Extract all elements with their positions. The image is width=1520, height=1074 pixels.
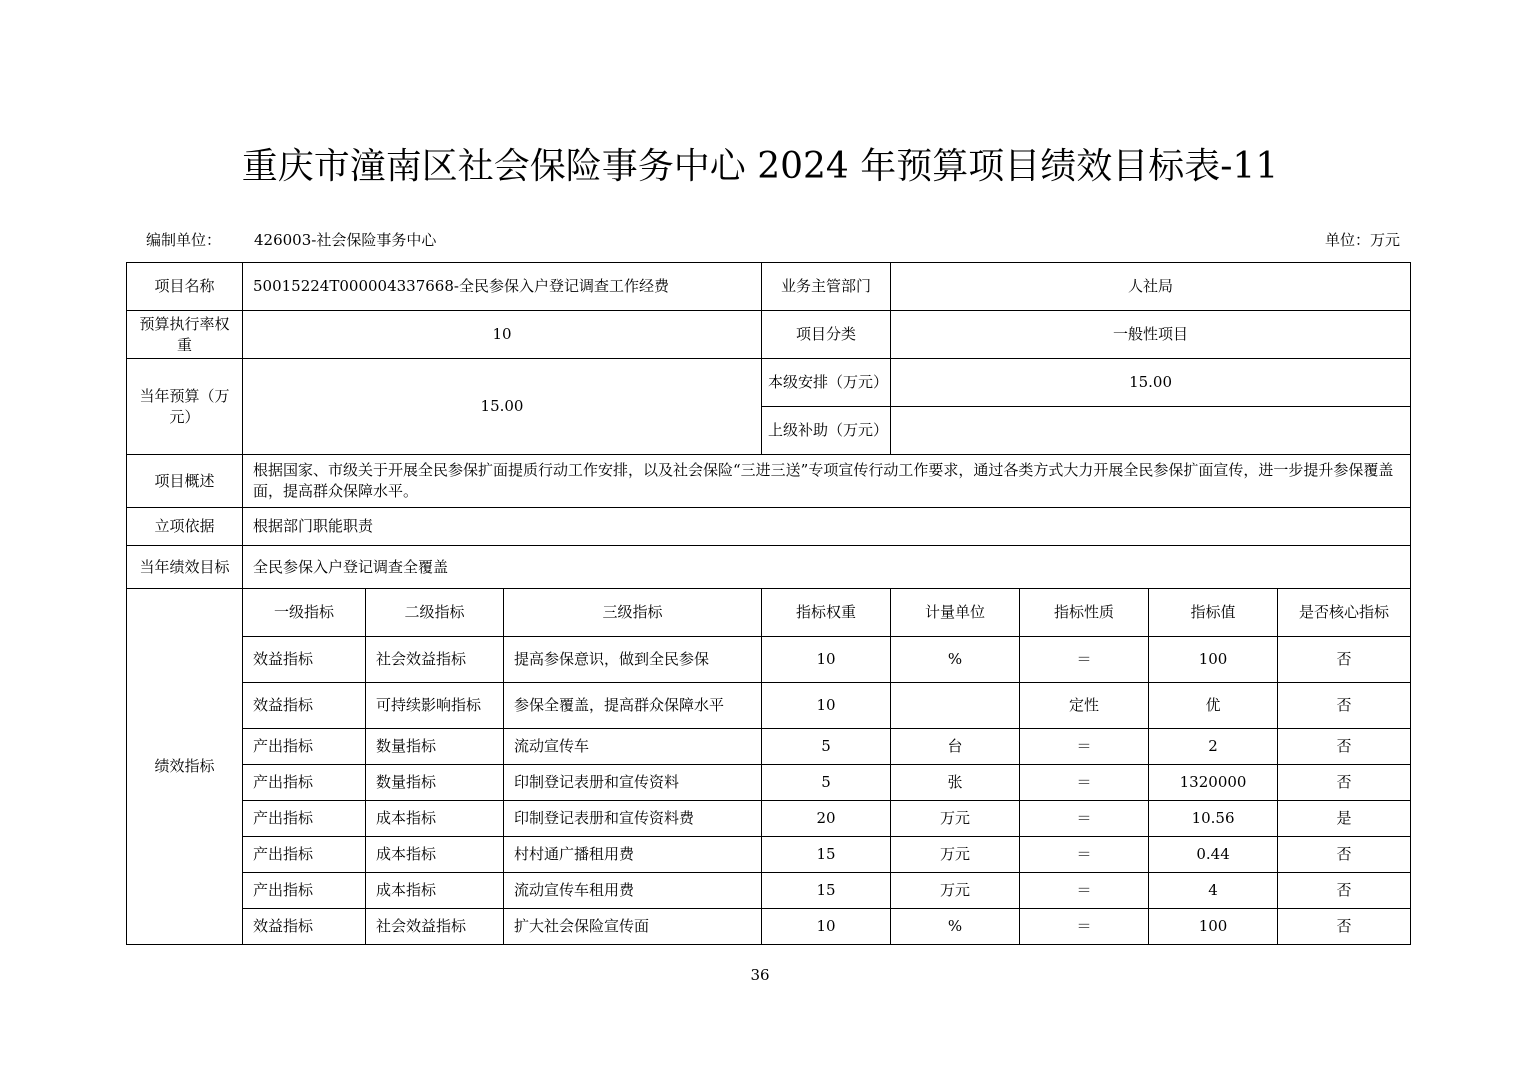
goal-value: 全民参保入户登记调查全覆盖 <box>243 546 1411 589</box>
header-level2: 二级指标 <box>366 589 504 637</box>
core-cell: 否 <box>1278 729 1411 765</box>
level1-cell: 产出指标 <box>243 801 366 837</box>
table-row <box>127 765 1411 801</box>
nature-cell: ＝ <box>1020 637 1149 683</box>
local-value: 15.00 <box>891 359 1411 407</box>
unit-cell: % <box>891 909 1020 945</box>
level3-cell: 流动宣传车租用费 <box>504 873 762 909</box>
nature-cell: ＝ <box>1020 801 1149 837</box>
level1-cell: 效益指标 <box>243 637 366 683</box>
core-cell: 否 <box>1278 909 1411 945</box>
nature-cell: ＝ <box>1020 837 1149 873</box>
unit-label: 单位：万元 <box>1324 231 1400 249</box>
nature-cell: ＝ <box>1020 873 1149 909</box>
header-unit: 计量单位 <box>891 589 1020 637</box>
level1-cell: 产出指标 <box>243 873 366 909</box>
level1-cell: 效益指标 <box>243 909 366 945</box>
weight-cell: 10 <box>762 909 891 945</box>
value-cell: 100 <box>1149 637 1278 683</box>
nature-cell: ＝ <box>1020 909 1149 945</box>
core-cell: 否 <box>1278 637 1411 683</box>
budget-value: 15.00 <box>243 359 762 455</box>
level3-cell: 扩大社会保险宣传面 <box>504 909 762 945</box>
core-cell: 否 <box>1278 765 1411 801</box>
level2-cell: 数量指标 <box>366 765 504 801</box>
org-value: 426003-社会保险事务中心 <box>254 231 437 249</box>
category-value: 一般性项目 <box>891 311 1411 359</box>
nature-cell: 定性 <box>1020 683 1149 729</box>
overview-label: 项目概述 <box>127 455 243 508</box>
value-cell: 100 <box>1149 909 1278 945</box>
basis-value: 根据部门职能职责 <box>243 508 1411 546</box>
value-cell: 10.56 <box>1149 801 1278 837</box>
unit-cell <box>891 683 1020 729</box>
table-row <box>127 873 1411 909</box>
unit-cell: % <box>891 637 1020 683</box>
overview-value: 根据国家、市级关于开展全民参保扩面提质行动工作安排，以及社会保险“三进三送”专项宣传行动工作要求，通过各类方式大力开展全民参保扩面宣传，进一步提升参保覆盖面，提高群众保障水平。 <box>243 455 1411 508</box>
unit-cell: 万元 <box>891 873 1020 909</box>
table-row <box>127 909 1411 945</box>
header-nature: 指标性质 <box>1020 589 1149 637</box>
unit-cell: 台 <box>891 729 1020 765</box>
level3-cell: 参保全覆盖，提高群众保障水平 <box>504 683 762 729</box>
level3-cell: 印制登记表册和宣传资料费 <box>504 801 762 837</box>
weight-cell: 15 <box>762 837 891 873</box>
level2-cell: 成本指标 <box>366 873 504 909</box>
value-cell: 优 <box>1149 683 1278 729</box>
weight-value: 10 <box>243 311 762 359</box>
performance-table <box>126 262 1411 945</box>
table-row <box>127 683 1411 729</box>
value-cell: 4 <box>1149 873 1278 909</box>
unit-cell: 万元 <box>891 837 1020 873</box>
level2-cell: 可持续影响指标 <box>366 683 504 729</box>
header-core: 是否核心指标 <box>1278 589 1411 637</box>
level2-cell: 成本指标 <box>366 801 504 837</box>
project-name-label: 项目名称 <box>127 263 243 311</box>
superior-value <box>891 407 1411 455</box>
unit-cell: 张 <box>891 765 1020 801</box>
weight-cell: 10 <box>762 683 891 729</box>
page-title: 重庆市潼南区社会保险事务中心 2024 年预算项目绩效目标表-11 <box>241 146 1279 187</box>
header-value: 指标值 <box>1149 589 1278 637</box>
level2-cell: 社会效益指标 <box>366 909 504 945</box>
level3-cell: 提高参保意识，做到全民参保 <box>504 637 762 683</box>
weight-cell: 20 <box>762 801 891 837</box>
value-cell: 1320000 <box>1149 765 1278 801</box>
table-row <box>127 801 1411 837</box>
level3-cell: 流动宣传车 <box>504 729 762 765</box>
level3-cell: 印制登记表册和宣传资料 <box>504 765 762 801</box>
local-label: 本级安排（万元） <box>762 359 891 407</box>
core-cell: 是 <box>1278 801 1411 837</box>
weight-cell: 10 <box>762 637 891 683</box>
value-cell: 2 <box>1149 729 1278 765</box>
org-label: 编制单位： <box>146 231 222 249</box>
dept-label: 业务主管部门 <box>762 263 891 311</box>
level2-cell: 社会效益指标 <box>366 637 504 683</box>
level1-cell: 产出指标 <box>243 765 366 801</box>
header-level1: 一级指标 <box>243 589 366 637</box>
header-weight: 指标权重 <box>762 589 891 637</box>
goal-label: 当年绩效目标 <box>127 546 243 589</box>
header-level3: 三级指标 <box>504 589 762 637</box>
level1-cell: 产出指标 <box>243 729 366 765</box>
level2-cell: 成本指标 <box>366 837 504 873</box>
basis-label: 立项依据 <box>127 508 243 546</box>
table-row <box>127 637 1411 683</box>
nature-cell: ＝ <box>1020 765 1149 801</box>
value-cell: 0.44 <box>1149 837 1278 873</box>
nature-cell: ＝ <box>1020 729 1149 765</box>
weight-cell: 5 <box>762 729 891 765</box>
table-row <box>127 837 1411 873</box>
table-row <box>127 729 1411 765</box>
level3-cell: 村村通广播租用费 <box>504 837 762 873</box>
core-cell: 否 <box>1278 873 1411 909</box>
core-cell: 否 <box>1278 837 1411 873</box>
page-number: 36 <box>750 966 770 984</box>
project-name-value: 50015224T000004337668-全民参保入户登记调查工作经费 <box>243 263 762 311</box>
level1-cell: 效益指标 <box>243 683 366 729</box>
dept-value: 人社局 <box>891 263 1411 311</box>
level2-cell: 数量指标 <box>366 729 504 765</box>
category-label: 项目分类 <box>762 311 891 359</box>
weight-cell: 15 <box>762 873 891 909</box>
indicator-section-label: 绩效指标 <box>127 589 243 945</box>
budget-label: 当年预算（万元） <box>127 359 243 455</box>
core-cell: 否 <box>1278 683 1411 729</box>
unit-cell: 万元 <box>891 801 1020 837</box>
weight-cell: 5 <box>762 765 891 801</box>
superior-label: 上级补助（万元） <box>762 407 891 455</box>
weight-label: 预算执行率权重 <box>127 311 243 359</box>
level1-cell: 产出指标 <box>243 837 366 873</box>
